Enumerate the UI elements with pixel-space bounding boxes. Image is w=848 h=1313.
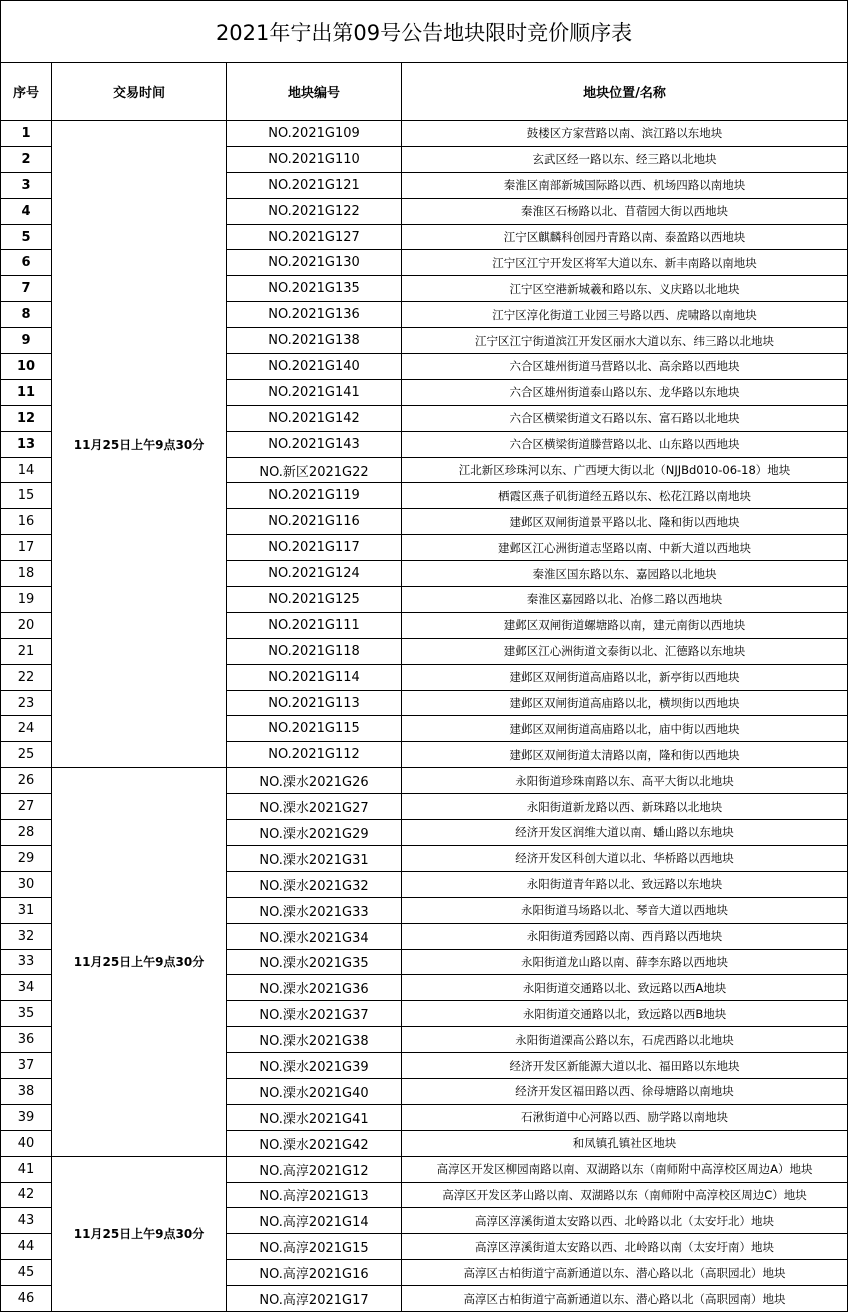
parcel-code: NO.2021G143	[227, 431, 402, 457]
parcel-location: 高淳区淳溪街道太安路以西、北岭路以北（太安圩北）地块	[402, 1208, 848, 1234]
trade-time: 11月25日上午9点30分	[52, 1156, 227, 1311]
row-number: 25	[1, 742, 52, 768]
row-number: 28	[1, 820, 52, 846]
parcel-code: NO.2021G118	[227, 638, 402, 664]
parcel-code: NO.2021G142	[227, 405, 402, 431]
row-number: 18	[1, 561, 52, 587]
parcel-location: 秦淮区石杨路以北、苜蓿园大街以西地块	[402, 198, 848, 224]
row-number: 33	[1, 949, 52, 975]
parcel-location: 江宁区麒麟科创园丹青路以南、泰盈路以西地块	[402, 224, 848, 250]
row-number: 34	[1, 975, 52, 1001]
parcel-location: 经济开发区润维大道以南、蟠山路以东地块	[402, 820, 848, 846]
header-time: 交易时间	[52, 63, 227, 121]
row-number: 40	[1, 1130, 52, 1156]
row-number: 32	[1, 923, 52, 949]
parcel-code: NO.2021G124	[227, 561, 402, 587]
parcel-location: 高淳区古柏街道宁高新通道以东、潜心路以北（高职园南）地块	[402, 1286, 848, 1312]
parcel-location: 建邺区双闸街道螺塘路以南，建元南街以西地块	[402, 612, 848, 638]
table-row	[1, 1156, 848, 1182]
parcel-code: NO.溧水2021G40	[227, 1078, 402, 1104]
parcel-code: NO.高淳2021G14	[227, 1208, 402, 1234]
parcel-location: 栖霞区燕子矶街道经五路以东、松花江路以南地块	[402, 483, 848, 509]
parcel-location: 六合区横梁街道文石路以东、富石路以北地块	[402, 405, 848, 431]
row-number: 10	[1, 354, 52, 380]
row-number: 13	[1, 431, 52, 457]
parcel-code: NO.溧水2021G39	[227, 1053, 402, 1079]
parcel-code: NO.2021G119	[227, 483, 402, 509]
row-number: 6	[1, 250, 52, 276]
parcel-location: 永阳街道青年路以北、致远路以东地块	[402, 871, 848, 897]
row-number: 2	[1, 146, 52, 172]
parcel-code: NO.新区2021G22	[227, 457, 402, 483]
row-number: 26	[1, 768, 52, 794]
parcel-code: NO.2021G140	[227, 354, 402, 380]
parcel-code: NO.溧水2021G32	[227, 871, 402, 897]
parcel-code: NO.2021G117	[227, 535, 402, 561]
parcel-location: 建邺区双闸街道景平路以北、隆和街以西地块	[402, 509, 848, 535]
header-seq: 序号	[1, 63, 52, 121]
parcel-location: 玄武区经一路以东、经三路以北地块	[402, 146, 848, 172]
row-number: 22	[1, 664, 52, 690]
parcel-code: NO.2021G141	[227, 379, 402, 405]
parcel-code: NO.溧水2021G33	[227, 897, 402, 923]
parcel-location: 高淳区开发区茅山路以南、双湖路以东（南师附中高淳校区周边C）地块	[402, 1182, 848, 1208]
row-number: 19	[1, 587, 52, 613]
row-number: 44	[1, 1234, 52, 1260]
parcel-location: 建邺区江心洲街道文泰街以北、汇德路以东地块	[402, 638, 848, 664]
header-location: 地块位置/名称	[402, 63, 848, 121]
parcel-location: 江宁区淳化街道工业园三号路以西、虎啸路以南地块	[402, 302, 848, 328]
parcel-location: 经济开发区新能源大道以北、福田路以东地块	[402, 1053, 848, 1079]
parcel-code: NO.2021G110	[227, 146, 402, 172]
row-number: 37	[1, 1053, 52, 1079]
parcel-code: NO.溧水2021G38	[227, 1027, 402, 1053]
parcel-location: 石湫街道中心河路以西、励学路以南地块	[402, 1104, 848, 1130]
parcel-location: 秦淮区嘉园路以北、冶修二路以西地块	[402, 587, 848, 613]
parcel-code: NO.高淳2021G15	[227, 1234, 402, 1260]
parcel-location: 江宁区空港新城羲和路以东、义庆路以北地块	[402, 276, 848, 302]
parcel-code: NO.2021G116	[227, 509, 402, 535]
row-number: 24	[1, 716, 52, 742]
parcel-code: NO.2021G127	[227, 224, 402, 250]
parcel-code: NO.溧水2021G34	[227, 923, 402, 949]
row-number: 43	[1, 1208, 52, 1234]
parcel-code: NO.溧水2021G36	[227, 975, 402, 1001]
parcel-code: NO.2021G114	[227, 664, 402, 690]
table-row	[1, 121, 848, 147]
parcel-location: 高淳区淳溪街道太安路以西、北岭路以南（太安圩南）地块	[402, 1234, 848, 1260]
row-number: 4	[1, 198, 52, 224]
parcel-code: NO.溧水2021G29	[227, 820, 402, 846]
row-number: 31	[1, 897, 52, 923]
row-number: 3	[1, 172, 52, 198]
parcel-code: NO.溧水2021G31	[227, 845, 402, 871]
row-number: 21	[1, 638, 52, 664]
row-number: 41	[1, 1156, 52, 1182]
row-number: 12	[1, 405, 52, 431]
parcel-location: 建邺区双闸街道太清路以南，隆和街以西地块	[402, 742, 848, 768]
parcel-code: NO.2021G136	[227, 302, 402, 328]
parcel-code: NO.2021G113	[227, 690, 402, 716]
parcel-code: NO.高淳2021G12	[227, 1156, 402, 1182]
row-number: 29	[1, 845, 52, 871]
parcel-code: NO.2021G115	[227, 716, 402, 742]
header-code: 地块编号	[227, 63, 402, 121]
parcel-location: 高淳区开发区柳园南路以南、双湖路以东（南师附中高淳校区周边A）地块	[402, 1156, 848, 1182]
parcel-location: 永阳街道交通路以北，致远路以西B地块	[402, 1001, 848, 1027]
row-number: 17	[1, 535, 52, 561]
row-number: 9	[1, 328, 52, 354]
parcel-location: 六合区雄州街道泰山路以东、龙华路以东地块	[402, 379, 848, 405]
parcel-code: NO.2021G111	[227, 612, 402, 638]
row-number: 16	[1, 509, 52, 535]
parcel-code: NO.溧水2021G42	[227, 1130, 402, 1156]
row-number: 36	[1, 1027, 52, 1053]
parcel-location: 建邺区双闸街道高庙路以北，横坝街以西地块	[402, 690, 848, 716]
table-row	[1, 768, 848, 794]
row-number: 15	[1, 483, 52, 509]
parcel-location: 六合区横梁街道滕营路以北、山东路以西地块	[402, 431, 848, 457]
parcel-location: 永阳街道溧高公路以东，石虎西路以北地块	[402, 1027, 848, 1053]
parcel-location: 和凤镇孔镇社区地块	[402, 1130, 848, 1156]
row-number: 8	[1, 302, 52, 328]
row-number: 1	[1, 121, 52, 147]
parcel-location: 建邺区双闸街道高庙路以北，新亭街以西地块	[402, 664, 848, 690]
parcel-location: 江宁区江宁街道滨江开发区丽水大道以东、纬三路以北地块	[402, 328, 848, 354]
row-number: 46	[1, 1286, 52, 1312]
parcel-location: 建邺区江心洲街道志坚路以南、中新大道以西地块	[402, 535, 848, 561]
parcel-code: NO.高淳2021G17	[227, 1286, 402, 1312]
parcel-code: NO.2021G138	[227, 328, 402, 354]
parcel-code: NO.2021G122	[227, 198, 402, 224]
table-body	[1, 121, 848, 1312]
parcel-location: 鼓楼区方家营路以南、滨江路以东地块	[402, 121, 848, 147]
parcel-code: NO.溧水2021G41	[227, 1104, 402, 1130]
row-number: 42	[1, 1182, 52, 1208]
parcel-location: 永阳街道马场路以北、琴音大道以西地块	[402, 897, 848, 923]
row-number: 27	[1, 794, 52, 820]
parcel-code: NO.2021G125	[227, 587, 402, 613]
parcel-location: 永阳街道龙山路以南、薛李东路以西地块	[402, 949, 848, 975]
row-number: 7	[1, 276, 52, 302]
row-number: 39	[1, 1104, 52, 1130]
parcel-location: 建邺区双闸街道高庙路以北，庙中街以西地块	[402, 716, 848, 742]
parcel-location: 永阳街道交通路以北、致远路以西A地块	[402, 975, 848, 1001]
trade-time: 11月25日上午9点30分	[52, 768, 227, 1156]
parcel-location: 高淳区古柏街道宁高新通道以东、潜心路以北（高职园北）地块	[402, 1260, 848, 1286]
parcel-code: NO.溧水2021G27	[227, 794, 402, 820]
row-number: 38	[1, 1078, 52, 1104]
parcel-location: 六合区雄州街道马营路以北、高余路以西地块	[402, 354, 848, 380]
parcel-location: 秦淮区南部新城国际路以西、机场四路以南地块	[402, 172, 848, 198]
parcel-location: 经济开发区福田路以西、徐母塘路以南地块	[402, 1078, 848, 1104]
parcel-location: 永阳街道珍珠南路以东、高平大街以北地块	[402, 768, 848, 794]
parcel-code: NO.高淳2021G13	[227, 1182, 402, 1208]
parcel-location: 江北新区珍珠河以东、广西埂大街以北（NJJBd010-06-18）地块	[402, 457, 848, 483]
parcel-code: NO.2021G109	[227, 121, 402, 147]
parcel-location: 经济开发区科创大道以北、华桥路以西地块	[402, 845, 848, 871]
parcel-code: NO.2021G121	[227, 172, 402, 198]
row-number: 20	[1, 612, 52, 638]
parcel-code: NO.高淳2021G16	[227, 1260, 402, 1286]
parcel-location: 永阳街道秀园路以南、西肖路以西地块	[402, 923, 848, 949]
parcel-code: NO.2021G112	[227, 742, 402, 768]
parcel-code: NO.2021G135	[227, 276, 402, 302]
trade-time: 11月25日上午9点30分	[52, 121, 227, 768]
row-number: 5	[1, 224, 52, 250]
parcel-location: 江宁区江宁开发区将军大道以东、新丰南路以南地块	[402, 250, 848, 276]
parcel-code: NO.溧水2021G35	[227, 949, 402, 975]
row-number: 45	[1, 1260, 52, 1286]
parcel-code: NO.2021G130	[227, 250, 402, 276]
parcel-location: 秦淮区国东路以东、嘉园路以北地块	[402, 561, 848, 587]
parcel-location: 永阳街道新龙路以西、新珠路以北地块	[402, 794, 848, 820]
row-number: 14	[1, 457, 52, 483]
row-number: 23	[1, 690, 52, 716]
parcel-code: NO.溧水2021G26	[227, 768, 402, 794]
row-number: 30	[1, 871, 52, 897]
table-title: 2021年宁出第09号公告地块限时竞价顺序表	[1, 1, 848, 63]
row-number: 11	[1, 379, 52, 405]
row-number: 35	[1, 1001, 52, 1027]
parcel-code: NO.溧水2021G37	[227, 1001, 402, 1027]
